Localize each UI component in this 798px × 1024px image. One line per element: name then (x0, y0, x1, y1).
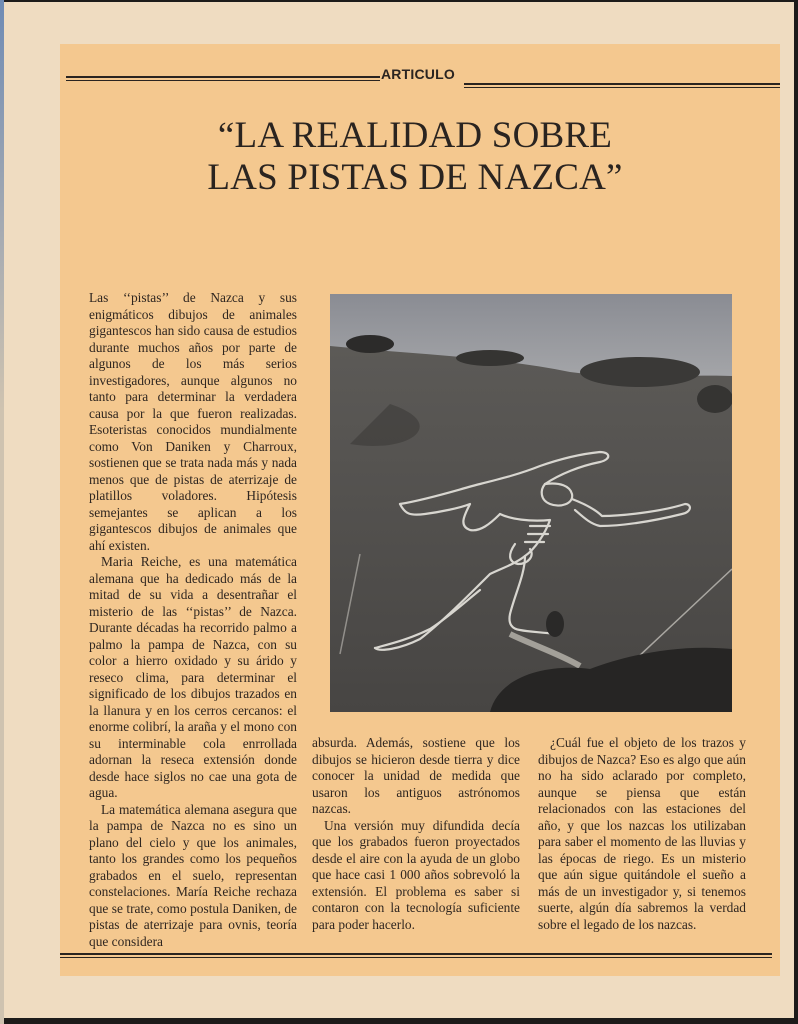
article-headline (150, 115, 680, 199)
paragraph: Una versión muy difundida decía que los grabados fueron proyectados desde el aire con la ayuda de un globo que hace casi 1 000 años sobrevoló la extensión. El problema es saber si contaron con la tecnología suficiente para poder hacerlo. (312, 817, 520, 932)
paragraph: La matemática alemana asegura que la pampa de Nazca no es sino un plano del cielo y que los animales, tanto los grandes como los pequeños grabados en el suelo, representan constelaciones. María Reiche rechaza que se trate, como postula Daniken, de pistas de aterrizaje para ovnis, teoría que considera (89, 801, 297, 949)
header-rule-right (464, 83, 780, 85)
bush (697, 385, 732, 413)
bush (546, 611, 564, 637)
hillside-figure-image (330, 294, 732, 712)
section-label: ARTICULO (381, 66, 455, 82)
paragraph: absurda. Además, sostiene que los dibujos se hicieron desde tierra y dice conocer la unidad de medida que usaron los antiguos astrónomos nazcas. (312, 735, 520, 816)
headline-line-1: “LA REALIDAD SOBRE (217, 115, 613, 156)
article-column-3 (538, 735, 746, 933)
footer-rule (60, 953, 772, 955)
paragraph: Las ‘‘pistas’’ de Nazca y sus enigmáticos dibujos de animales gigantescos han sido causa de estudios durante muchos años por parte de algunos de los más serios investigadores, aunque algunos no tanto para determinar la verdadera causa por la que fueron realizadas. Esoteristas conocidos mundialmente como Von Daniken y Charroux, sostienen que se trata nada más y nada menos que de pistas de aterrizaje de platillos voladores. Hipótesis semejantes se aplican a los gigantescos dibujos de animales que ahí existen. (89, 290, 297, 553)
bush (580, 357, 700, 387)
paragraph: ¿Cuál fue el objeto de los trazos y dibujos de Nazca? Eso es algo que aún no ha sido aclarado por completo, aunque se piensa que están relacionados con las estaciones del año, y que los nazcas los utilizaban para saber el momento de las lluvias y las épocas de riego. Es un misterio que aún sigue quitándole el sueño a más de un investigador y, si tenemos suerte, algún día sabremos la verdad sobre el legado de los nazcas. (538, 735, 746, 932)
header-rule-left (66, 76, 380, 78)
paragraph: Maria Reiche, es una matemática alemana que ha dedicado más de la mitad de su vida a desentrañar el misterio de las ‘‘pistas’’ de Nazca. Durante décadas ha recorrido palmo a palmo la pampa de Nazca, con su color a hierro oxidado y su árido y reseco clima, para determinar el significado de los dibujos trazados en la llanura y en los cerros cercanos: el enorme colibrí, la araña y el mono con su interminable cola enrrollada adornan la reseca extensión donde desde hace siglos no cae una gota de agua. (89, 554, 297, 800)
bush (456, 350, 524, 366)
article-column-2 (312, 735, 520, 933)
article-column-1 (89, 290, 297, 950)
bush (346, 335, 394, 353)
article-photo (330, 294, 732, 712)
headline-line-2: LAS PISTAS DE NAZCA” (207, 157, 623, 198)
